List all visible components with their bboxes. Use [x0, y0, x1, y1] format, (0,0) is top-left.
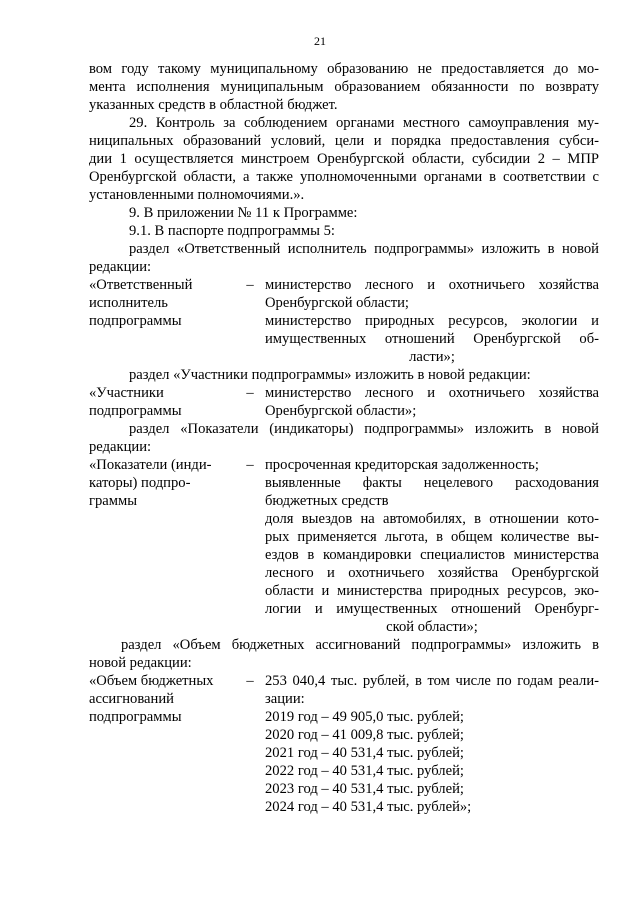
- value-line: 2022 год – 40 531,4 тыс. рублей;: [265, 763, 464, 779]
- value-line: выявленные факты нецелевого расходования: [265, 475, 599, 491]
- value-line: министерство природных ресурсов, экологии и: [265, 313, 599, 329]
- text-line: 9.1. В паспорте подпрограммы 5:: [129, 223, 335, 239]
- table-value: [265, 276, 599, 366]
- table-label: [89, 384, 235, 420]
- table-participants: [89, 384, 599, 420]
- table-dash: –: [246, 385, 254, 401]
- value-line: 253 040,4 тыс. рублей, в том числе по годам реали-: [265, 673, 599, 689]
- table-dash: –: [246, 277, 254, 293]
- table-budget: [89, 672, 599, 816]
- value-line: Оренбургской области;: [265, 295, 409, 311]
- value-line: имущественных отношений Оренбургской об-: [265, 331, 599, 347]
- label-line: подпрограммы: [89, 313, 182, 329]
- text-line: раздел «Показатели (индикаторы) подпрограммы» изложить в новой: [129, 421, 599, 437]
- value-line: просроченная кредиторская задолженность;: [265, 457, 539, 473]
- text-line: мента исполнения муниципальным образованием обязанности по возврату: [89, 79, 599, 95]
- label-line: подпрограммы: [89, 709, 182, 725]
- value-line: 2024 год – 40 531,4 тыс. рублей»;: [265, 799, 472, 815]
- value-line: министерство лесного и охотничьего хозяйства: [265, 385, 599, 401]
- text-line: редакции:: [89, 439, 152, 455]
- label-line: ассигнований: [89, 691, 174, 707]
- label-line: «Ответственный: [89, 277, 193, 293]
- label-line: граммы: [89, 493, 138, 509]
- value-line: лесного и охотничьего хозяйства Оренбургской: [265, 565, 599, 581]
- value-line: 2021 год – 40 531,4 тыс. рублей;: [265, 745, 464, 761]
- paragraph-responsible-intro: [89, 240, 599, 276]
- paragraph-9: [89, 204, 599, 222]
- value-line: доля выездов на автомобилях, в отношении кото-: [265, 511, 599, 527]
- text-line: редакции:: [89, 259, 152, 275]
- paragraph-indicators-intro: [89, 420, 599, 456]
- paragraph-participants-intro: [89, 366, 599, 384]
- paragraph-29: [89, 114, 599, 204]
- value-line: 2019 год – 49 905,0 тыс. рублей;: [265, 709, 464, 725]
- text-line: Оренбургской области, а также уполномоченными органами в соответствии с: [89, 169, 599, 185]
- table-dash: –: [246, 457, 254, 473]
- value-line: ской области»;: [386, 619, 478, 635]
- value-line: 2020 год – 41 009,8 тыс. рублей;: [265, 727, 464, 743]
- paragraph-9-1: [89, 222, 599, 240]
- table-value: [265, 672, 599, 816]
- page-number: 21: [314, 34, 326, 48]
- text-line: новой редакции:: [89, 655, 192, 671]
- value-line: бюджетных средств: [265, 493, 389, 509]
- text-line: раздел «Объем бюджетных ассигнований подпрограммы» изложить в: [121, 637, 599, 653]
- value-line: рых применяется льгота, в общем количестве вы-: [265, 529, 599, 545]
- text-line: 29. Контроль за соблюдением органами местного самоуправления му-: [129, 115, 599, 131]
- value-line: 2023 год – 40 531,4 тыс. рублей;: [265, 781, 464, 797]
- paragraph-continuation: [89, 60, 599, 114]
- text-line: дии 1 осуществляется минстроем Оренбургской области, субсидии 2 – МПР: [89, 151, 599, 167]
- table-value: [265, 384, 599, 420]
- label-line: каторы) подпро-: [89, 475, 191, 491]
- table-responsible: [89, 276, 599, 366]
- table-label: [89, 672, 235, 816]
- value-line: министерство лесного и охотничьего хозяйства: [265, 277, 599, 293]
- value-line: области и министерства природных ресурсов, эко-: [265, 583, 599, 599]
- value-line: ласти»;: [409, 349, 455, 365]
- table-indicators: [89, 456, 599, 636]
- text-line: ниципальных образований условий, цели и порядка предоставления субси-: [89, 133, 599, 149]
- table-value: [265, 456, 599, 636]
- text-line: вом году такому муниципальному образованию не предоставляется до мо-: [89, 61, 599, 77]
- text-line: указанных средств в областной бюджет.: [89, 97, 338, 113]
- value-line: логии и имущественных отношений Оренбург-: [265, 601, 599, 617]
- label-line: «Участники: [89, 385, 164, 401]
- label-line: «Объем бюджетных: [89, 673, 214, 689]
- label-line: подпрограммы: [89, 403, 182, 419]
- value-line: зации:: [265, 691, 305, 707]
- text-line: 9. В приложении № 11 к Программе:: [129, 205, 358, 221]
- table-label: [89, 276, 235, 366]
- table-dash: –: [246, 673, 254, 689]
- label-line: исполнитель: [89, 295, 168, 311]
- text-line: раздел «Участники подпрограммы» изложить в новой редакции:: [129, 367, 531, 383]
- value-line: ездов в командировки специалистов министерства: [265, 547, 599, 563]
- document-body: [89, 60, 599, 816]
- text-line: установленными полномочиями.».: [89, 187, 305, 203]
- text-line: раздел «Ответственный исполнитель подпрограммы» изложить в новой: [129, 241, 599, 257]
- table-label: [89, 456, 235, 636]
- label-line: «Показатели (инди-: [89, 457, 212, 473]
- value-line: Оренбургской области»;: [265, 403, 417, 419]
- paragraph-budget-intro: [89, 636, 599, 672]
